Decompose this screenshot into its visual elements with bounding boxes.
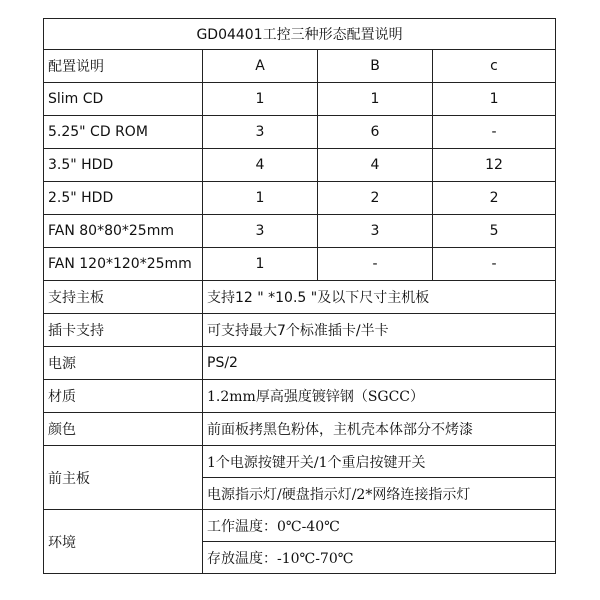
cell-a: 1 — [203, 248, 318, 281]
cell-c: 1 — [433, 83, 556, 116]
environment-line: 工作温度：0℃-40℃ — [203, 510, 556, 542]
spec-label: 材质 — [44, 380, 203, 413]
cell-c: 2 — [433, 182, 556, 215]
config-table — [43, 18, 556, 574]
header-label: 配置说明 — [44, 50, 203, 83]
row-label: Slim CD — [44, 83, 203, 116]
table-row — [44, 116, 556, 149]
spec-row — [44, 413, 556, 446]
cell-a: 1 — [203, 182, 318, 215]
front-panel-label: 前主板 — [44, 446, 203, 510]
spec-value: 可支持最大7个标准插卡/半卡 — [203, 314, 556, 347]
front-panel-line: 1个电源按键开关/1个重启按键开关 — [203, 446, 556, 478]
title-row — [44, 19, 556, 50]
header-col-b: B — [318, 50, 433, 83]
header-row — [44, 50, 556, 83]
cell-b: 1 — [318, 83, 433, 116]
spec-value: 前面板拷黑色粉体，主机壳本体部分不烤漆 — [203, 413, 556, 446]
row-label: 3.5" HDD — [44, 149, 203, 182]
table-row — [44, 149, 556, 182]
header-col-c: c — [433, 50, 556, 83]
table-row — [44, 182, 556, 215]
spec-row — [44, 347, 556, 380]
spec-row — [44, 380, 556, 413]
spec-value: 1.2mm厚高强度镀锌钢（SGCC） — [203, 380, 556, 413]
row-label: 2.5" HDD — [44, 182, 203, 215]
cell-a: 3 — [203, 116, 318, 149]
row-label: FAN 120*120*25mm — [44, 248, 203, 281]
cell-b: - — [318, 248, 433, 281]
cell-b: 2 — [318, 182, 433, 215]
cell-b: 6 — [318, 116, 433, 149]
cell-c: - — [433, 116, 556, 149]
cell-c: - — [433, 248, 556, 281]
spec-value: PS/2 — [203, 347, 556, 380]
table-row — [44, 215, 556, 248]
cell-a: 4 — [203, 149, 318, 182]
environment-row — [44, 510, 556, 542]
row-label: FAN 80*80*25mm — [44, 215, 203, 248]
spec-label: 颜色 — [44, 413, 203, 446]
front-panel-line: 电源指示灯/硬盘指示灯/2*网络连接指示灯 — [203, 478, 556, 510]
cell-b: 3 — [318, 215, 433, 248]
cell-c: 12 — [433, 149, 556, 182]
cell-a: 3 — [203, 215, 318, 248]
table-row — [44, 83, 556, 116]
table-row — [44, 248, 556, 281]
spec-row — [44, 314, 556, 347]
environment-label: 环境 — [44, 510, 203, 574]
cell-b: 4 — [318, 149, 433, 182]
spec-value: 支持12 " *10.5 "及以下尺寸主机板 — [203, 281, 556, 314]
spec-label: 电源 — [44, 347, 203, 380]
environment-line: 存放温度：-10℃-70℃ — [203, 542, 556, 574]
front-panel-row — [44, 446, 556, 478]
table-title: GD04401工控三种形态配置说明 — [44, 19, 556, 50]
cell-c: 5 — [433, 215, 556, 248]
spec-label: 插卡支持 — [44, 314, 203, 347]
spec-row — [44, 281, 556, 314]
spec-label: 支持主板 — [44, 281, 203, 314]
cell-a: 1 — [203, 83, 318, 116]
header-col-a: A — [203, 50, 318, 83]
row-label: 5.25" CD ROM — [44, 116, 203, 149]
